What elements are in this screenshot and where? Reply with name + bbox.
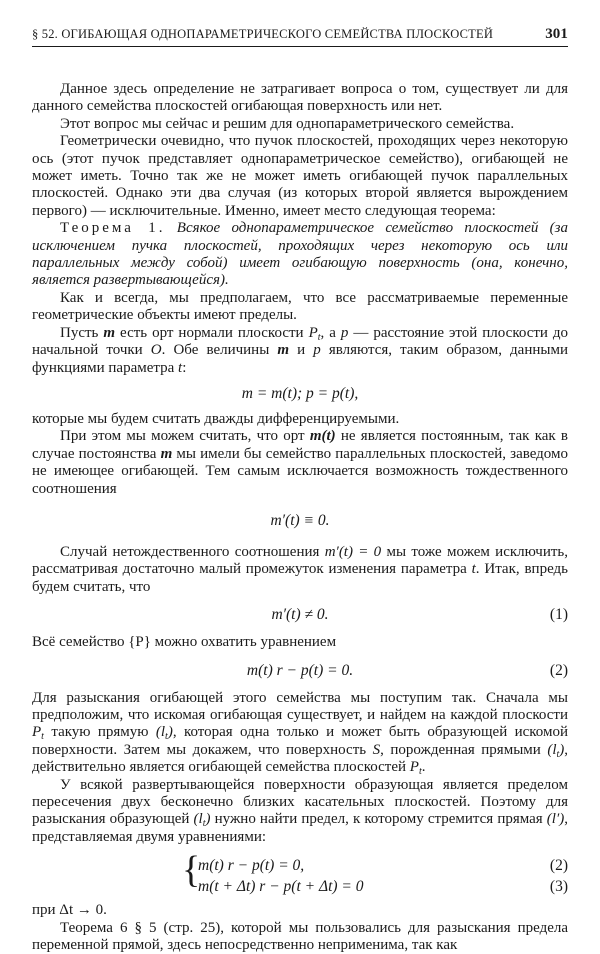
paragraph-3: Геометрически очевидно, что пучок плоскостей, проходящих через некоторую ось (этот пучок представляет однопараметрическое семейство), огибающей не может иметь. Точно так же не может иметь огибающей пучок параллельных плоскостей. Однако эти два случая (из которых второй является вырождением первого) — исключительные. Именно, имеет место следующая теорема:: [32, 133, 568, 219]
symbol-mt: m(t): [309, 428, 336, 445]
paragraph-7: При этом мы можем считать, что орт m(t) не является постоянным, так как в случае постоянства m мы имели бы семейство параллельных плоскостей, заведомо не имеющее огибающей. Тем самым исключается возможность тождественного соотношения: [32, 428, 569, 497]
paragraph-13: Теорема 6 § 5 (стр. 25), которой мы пользовались для разыскания предела переменной прямой, здесь непосредственно неприменима, так как: [32, 919, 568, 954]
paragraph-6: которые мы будем считать дважды дифференцируемыми.: [32, 410, 400, 427]
symbol-S: S: [372, 741, 381, 758]
formula-m-p: m = m(t); p = p(t),: [241, 384, 359, 402]
section-title: § 52. ОГИБАЮЩАЯ ОДНОПАРАМЕТРИЧЕСКОГО СЕМЕЙСТВА ПЛОСКОСТЕЙ: [32, 27, 494, 41]
formula-identity: m′(t) ≡ 0.: [270, 511, 330, 529]
paragraph-1: Данное здесь определение не затрагивает вопроса о том, существует ли для данного семейства плоскостей огибающая поверхность или нет.: [32, 81, 568, 115]
theorem-heading: Теорема 1.: [60, 220, 166, 237]
formula-2: m(t) r − p(t) = 0. (2): [246, 661, 568, 679]
paragraph-11: У всякой развертывающейся поверхности образующая является пределом пересечения двух бесконечно близких касательных плоскостей. Поэтому для разыскания образующей $(l_t)$ нужно найти предел, к которому стремится прямая (l′), представляемая двумя уравнениями:: [32, 776, 568, 845]
system-equation-number-3: (3): [549, 878, 568, 896]
system-equation-3: m(t + Δt) r − p(t + Δt) = 0: [198, 878, 364, 896]
paragraph-8: Случай нетождественного соотношения m′(t) = 0 мы тоже можем исключить, рассматривая достаточно малый промежуток изменения параметра t. Итак, впредь будем считать, что: [32, 543, 568, 595]
system-equation-number-2: (2): [549, 857, 568, 875]
page: [32, 26, 568, 954]
theorem-statement: Всякое однопараметрическое семейство плоскостей (за исключением пучка плоскостей, проходящих через некоторую ось или параллельных между собой) имеет огибающую поверхность (она, конечно, является развертывающейся).: [32, 220, 569, 289]
paragraph-12: при Δt → 0.: [32, 902, 107, 919]
theorem-1: [32, 220, 568, 290]
paragraph-4: Как и всегда, мы предполагаем, что все рассматриваемые переменные геометрические объекты имеют пределы.: [32, 289, 568, 324]
symbol-P: P: [308, 324, 318, 341]
system-equation-2: m(t) r − p(t) = 0,: [198, 857, 305, 875]
equation-system: [182, 849, 568, 898]
running-header: [32, 26, 568, 47]
symbol-t: t: [178, 359, 183, 376]
paragraph-5: Пусть m есть орт нормали плоскости $P_t$, а p — расстояние этой плоскости до начальной точки O. Обе величины m и p являются, таким образом, данными функциями параметра t:: [32, 324, 569, 376]
symbol-O: O: [150, 342, 162, 359]
symbol-m: m: [103, 324, 116, 341]
paragraph-9: Всё семейство {P} можно охватить уравнением: [32, 634, 337, 651]
paragraph-10: Для разыскания огибающей этого семейства мы поступим так. Сначала мы предположим, что искомая огибающая существует, и найдем на каждой плоскости $P_t$ такую прямую $(l_t)$, которая одна только и может быть образующей искомой поверхности. Затем мы докажем, что поверхность S, порожденная прямыми $(l_t)$, действительно является огибающей семейства плоскостей $P_t$.: [32, 689, 569, 778]
equation-number-1: (1): [549, 606, 568, 624]
left-brace: {: [182, 849, 201, 892]
formula-1: m′(t) ≠ 0. (1): [271, 606, 568, 624]
symbol-p: p: [340, 324, 349, 341]
page-number: 301: [545, 26, 568, 42]
paragraph-2: Этот вопрос мы сейчас и решим для однопараметрического семейства.: [60, 115, 515, 132]
equation-number-2: (2): [549, 661, 568, 679]
